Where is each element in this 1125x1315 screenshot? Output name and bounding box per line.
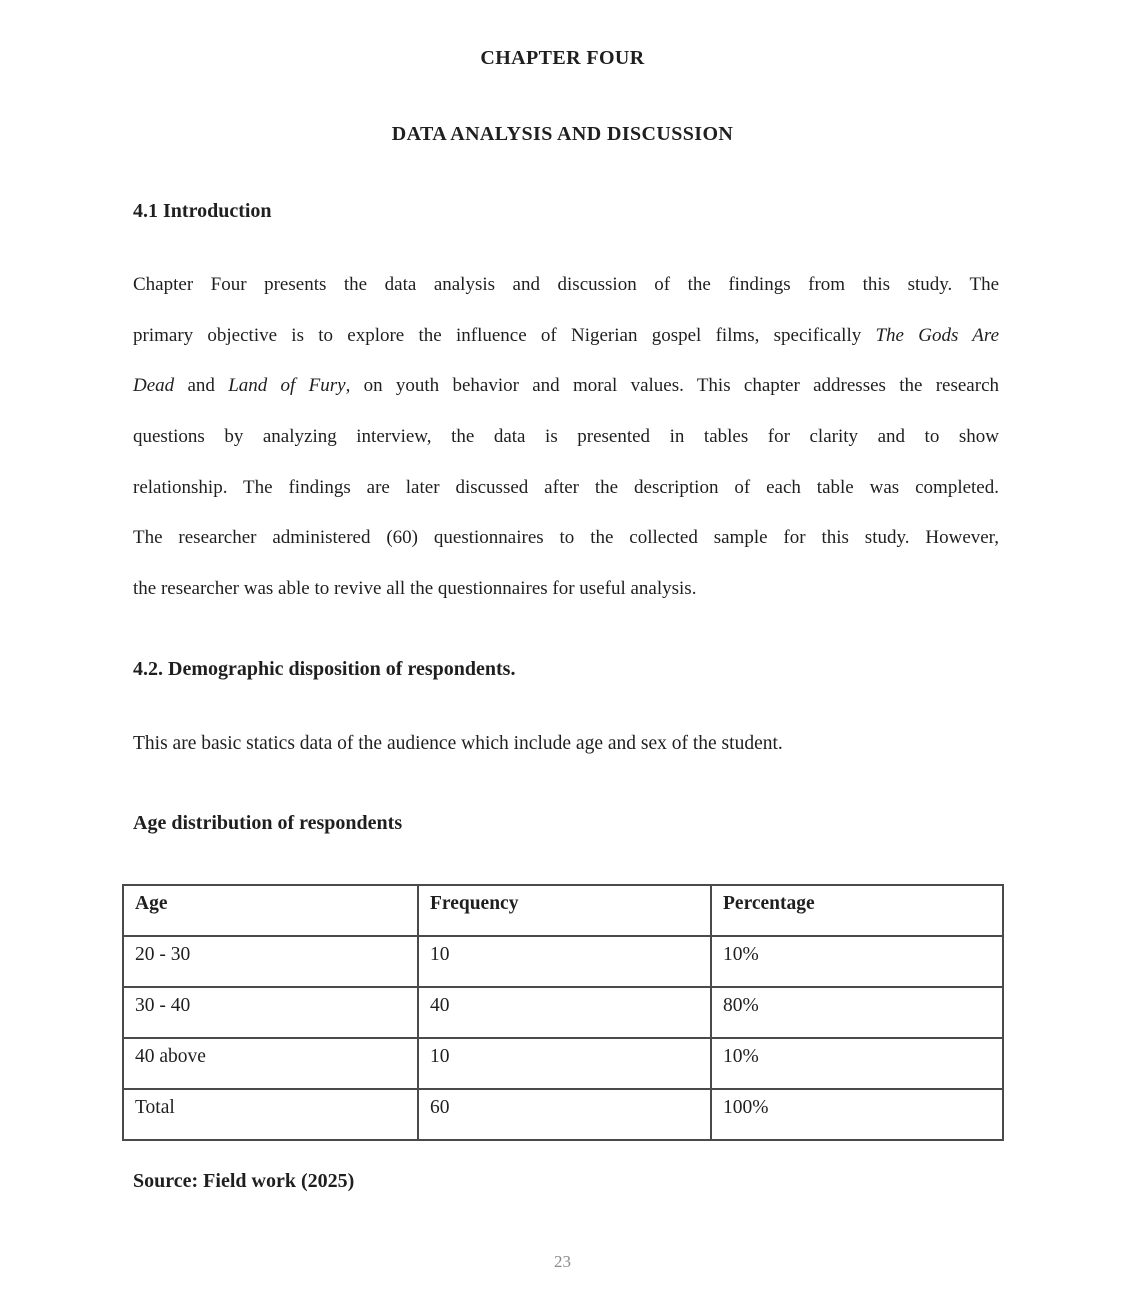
paragraph-line-1 (133, 260, 999, 311)
line-6-text: The researcher administered (60) questionnaires to the collected sample for this study. However, (133, 527, 999, 549)
age-distribution-table (122, 884, 1004, 1141)
line-5-text: relationship. The findings are later discussed after the description of each table was completed. (133, 476, 999, 498)
demographics-sentence: This are basic statics data of the audience which include age and sex of the student. (133, 733, 783, 754)
chapter-heading: CHAPTER FOUR (480, 47, 645, 69)
table-cell-age: 30 - 40 (123, 987, 418, 1038)
paragraph-line-3 (133, 361, 999, 412)
paragraph-line-7 (133, 564, 999, 615)
table-cell-age: Total (123, 1089, 418, 1140)
paragraph-line-2 (133, 311, 999, 362)
table-cell-frequency: 10 (418, 936, 711, 987)
table-header-frequency: Frequency (418, 885, 711, 936)
line-3-text: and (174, 375, 229, 397)
table-cell-frequency: 60 (418, 1089, 711, 1140)
line-4-text: questions by analyzing interview, the data is presented in tables for clarity and to show (133, 426, 999, 448)
paragraph-line-4 (133, 412, 999, 463)
table-row-total (123, 1089, 1003, 1140)
intro-paragraph (133, 260, 999, 615)
table-cell-percentage: 10% (711, 1038, 1003, 1089)
paragraph-line-6 (133, 513, 999, 564)
table-row-40-above (123, 1038, 1003, 1089)
film-title-italic: Dead (133, 375, 175, 397)
table-cell-percentage: 100% (711, 1089, 1003, 1140)
table-cell-frequency: 40 (418, 987, 711, 1038)
film-title-italic: Land of Fury (228, 375, 346, 397)
table-caption: Age distribution of respondents (133, 812, 403, 834)
table-header-age: Age (123, 885, 418, 936)
source-note: Source: Field work (2025) (133, 1170, 355, 1192)
table-header-row (123, 885, 1003, 936)
line-1-text: Chapter Four presents the data analysis and discussion of the findings from this study. The (133, 274, 999, 295)
film-title-italic: The Gods Are (875, 324, 999, 346)
table-cell-age: 40 above (123, 1038, 418, 1089)
section-4-1-heading: 4.1 Introduction (133, 200, 272, 222)
document-title: DATA ANALYSIS AND DISCUSSION (391, 123, 734, 145)
line-2-text: primary objective is to explore the influence of Nigerian gospel films, specifically (133, 324, 876, 346)
table-header-percentage: Percentage (711, 885, 1003, 936)
table-cell-age: 20 - 30 (123, 936, 418, 987)
table-cell-frequency: 10 (418, 1038, 711, 1089)
table-row-30-40 (123, 987, 1003, 1038)
line-3-text: , on youth behavior and moral values. This chapter addresses the research (345, 375, 999, 397)
section-4-2-heading: 4.2. Demographic disposition of respondents. (133, 658, 516, 680)
line-7-text: the researcher was able to revive all the questionnaires for useful analysis. (133, 578, 697, 600)
page-number: 23 (554, 1252, 571, 1271)
table-row-20-30 (123, 936, 1003, 987)
paragraph-line-5 (133, 463, 999, 514)
table-cell-percentage: 10% (711, 936, 1003, 987)
table-cell-percentage: 80% (711, 987, 1003, 1038)
